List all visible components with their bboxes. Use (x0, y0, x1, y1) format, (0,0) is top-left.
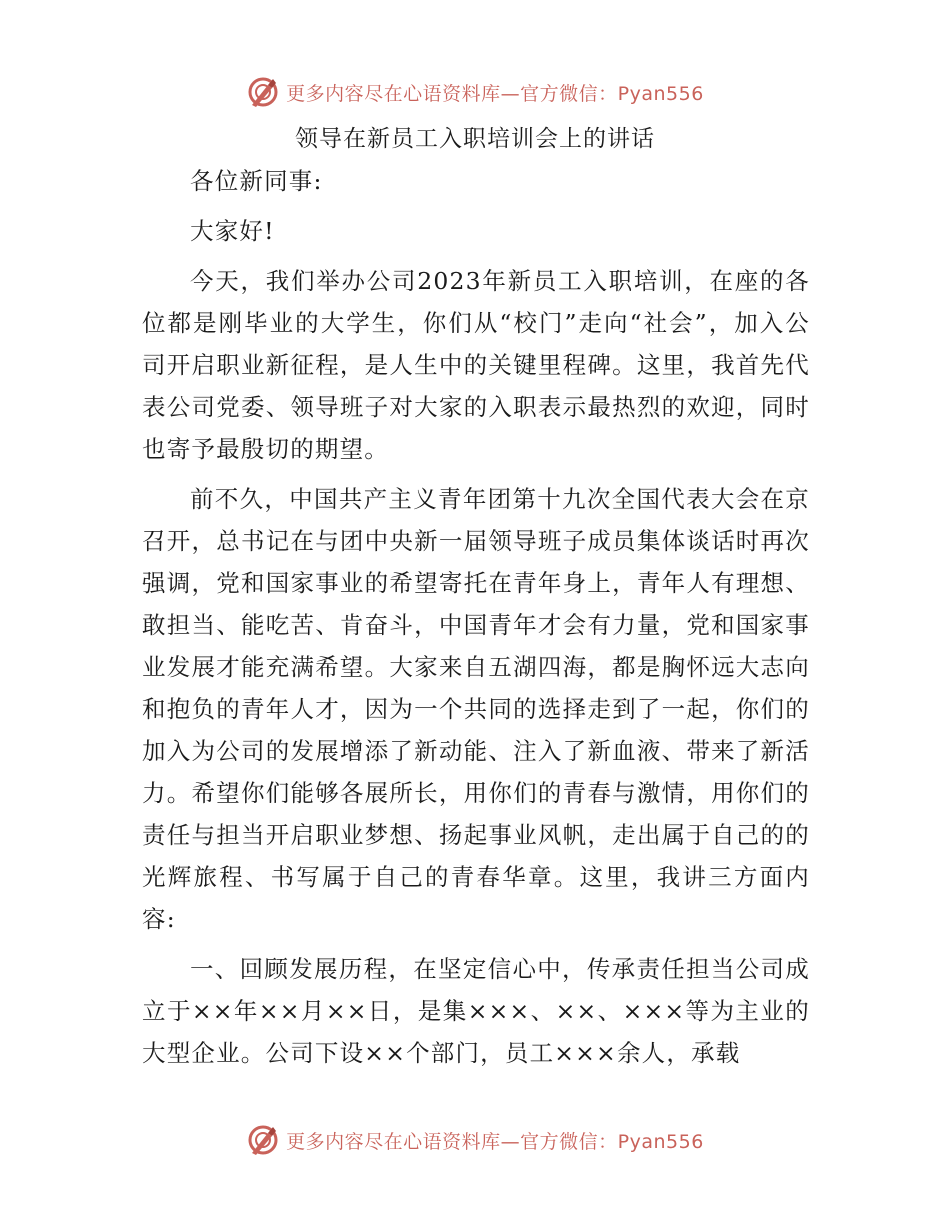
header-watermark (0, 72, 950, 112)
watermark-text: 更多内容尽在心语资料库—官方微信：Pyan556 (286, 1130, 704, 1153)
body-paragraph: 前不久，中国共产主义青年团第十九次全国代表大会在京召开，总书记在与团中央新一届领导班子成员集体谈话时再次强调，党和国家事业的希望寄托在青年身上，青年人有理想、敢担当、能吃苦、肯奋斗，中国青年才会有力量，党和国家事业发展才能充满希望。大家来自五湖四海，都是胸怀远大志向和抱负的青年人才，因为一个共同的选择走到了一起，你们的加入为公司的发展增添了新动能、注入了新血液、带来了新活力。希望你们能够各展所长，用你们的青春与激情，用你们的责任与担当开启职业梦想、扬起事业风帆，走出属于自己的的光辉旅程、书写属于自己的青春华章。这里，我讲三方面内容: (142, 485, 810, 933)
section-heading-paragraph: 一、回顾发展历程，在坚定信心中，传承责任担当公司成立于××年××月××日，是集×××、××、×××等为主业的大型企业。公司下设××个部门，员工×××余人，承载 (142, 955, 810, 1067)
document-title: 领导在新员工入职培训会上的讲话 (295, 126, 655, 152)
greeting: 大家好! (190, 217, 275, 245)
salutation: 各位新同事: (190, 167, 323, 195)
pen-logo-icon (246, 1123, 280, 1157)
document-body (142, 160, 810, 1082)
body-paragraph: 今天，我们举办公司2023年新员工入职培训，在座的各位都是刚毕业的大学生，你们从“校门”走向“社会”，加入公司开启职业新征程，是人生中的关键里程碑。这里，我首先代表公司党委、领导班子对大家的入职表示最热烈的欢迎，同时也寄予最殷切的期望。 (142, 267, 810, 463)
pen-logo-icon (246, 75, 280, 109)
watermark-text: 更多内容尽在心语资料库—官方微信：Pyan556 (286, 82, 704, 105)
footer-watermark (0, 1120, 950, 1160)
